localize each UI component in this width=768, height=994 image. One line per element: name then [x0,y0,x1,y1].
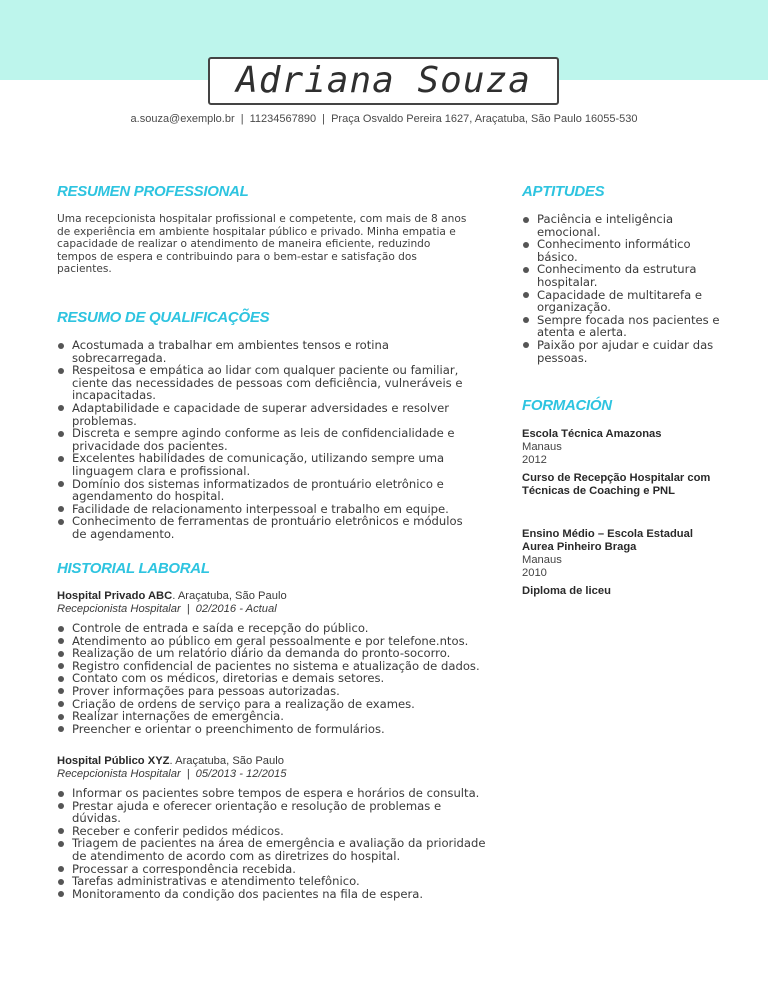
job-period: 05/2013 - 12/2015 [195,768,287,780]
skill-item: Conhecimento da estrutura hospitalar. [522,263,722,288]
education-entry [522,472,722,498]
qualification-item: Excelentes habilidades de comunicação, utilizando sempre uma linguagem clara e profissional. [57,452,477,477]
summary-text: Uma recepcionista hospitalar profissional e competente, com mais de 8 anos de experiência em ambiente hospitalar público e privado. Minha empatia e capacidade de realizar o atendimento de maneira eficiente, reduzindo tempos de espera e contribuindo para o bem-estar e satisfação dos pacientes. [57,213,467,276]
qualification-item: Conhecimento de ferramentas de prontuário eletrônicos e módulos de agendamento. [57,515,477,540]
job-employer: Hospital Privado ABC [57,590,173,602]
candidate-name: Adriana Souza [236,60,531,101]
qualifications-title: RESUMO DE QUALIFICAÇÕES [57,309,270,326]
skill-item: Sempre focada nos pacientes e atenta e alerta. [522,314,722,339]
job-duty: Registro confidencial de pacientes no sistema e atualização de dados. [57,660,487,673]
job-subheader [57,603,277,615]
contact-line [0,113,768,125]
qualification-item: Domínio dos sistemas informatizados de prontuário eletrônico e agendamento do hospital. [57,478,477,503]
job-duty: Receber e conferir pedidos médicos. [57,825,487,838]
skill-item: Conhecimento informático básico. [522,238,722,263]
education-city: Manaus [522,441,562,453]
contact-separator: | [240,113,244,125]
job-location: . Araçatuba, São Paulo [172,590,287,602]
qualifications-list [57,339,477,541]
summary-title: RESUMEN PROFESSIONAL [57,183,249,200]
education-year: 2012 [522,454,547,466]
job-header [57,755,284,767]
qualification-item: Discreta e sempre agindo conforme as leis de confidencialidade e privacidade dos pacientes. [57,427,477,452]
qualification-item: Respeitosa e empática ao lidar com qualquer paciente ou familiar, ciente das necessidades de pessoas com deficiência, vulneráveis e incapacitadas. [57,364,477,402]
job-duties-list [57,787,487,900]
job-duty: Preencher e orientar o preenchimento de formulários. [57,723,487,736]
education-year: 2010 [522,567,547,579]
job-duty: Realizar internações de emergência. [57,710,487,723]
education-entry [522,528,722,580]
job-subheader [57,768,286,780]
job-separator: | [186,768,190,780]
job-period: 02/2016 - Actual [195,603,277,615]
job-duty: Criação de ordens de serviço para a realização de exames. [57,698,487,711]
name-box [208,57,559,105]
contact-phone: 11234567890 [249,113,317,125]
education-institution: Diploma de liceu [522,585,611,597]
job-duty: Atendimento ao público em geral pessoalmente e por telefone.ntos. [57,635,487,648]
job-duty: Processar a correspondência recebida. [57,863,487,876]
skill-item: Capacidade de multitarefa e organização. [522,289,722,314]
job-duty: Prestar ajuda e oferecer orientação e resolução de problemas e dúvidas. [57,800,487,825]
education-institution: Ensino Médio – Escola Estadual Aurea Pinheiro Braga [522,528,693,553]
skills-title: APTITUDES [522,183,605,200]
education-entry [522,585,722,598]
job-duty: Triagem de pacientes na área de emergência e avaliação da prioridade de atendimento de acordo com as diretrizes do hospital. [57,837,487,862]
job-duty: Prover informações para pessoas autorizadas. [57,685,487,698]
job-separator: | [186,603,190,615]
contact-separator: | [322,113,326,125]
job-duty: Informar os pacientes sobre tempos de espera e horários de consulta. [57,787,487,800]
job-role: Recepcionista Hospitalar [57,603,181,615]
education-entry [522,428,722,467]
skill-item: Paciência e inteligência emocional. [522,213,722,238]
job-employer: Hospital Público XYZ [57,755,170,767]
contact-address: Praça Osvaldo Pereira 1627, Araçatuba, São Paulo 16055-530 [331,113,638,125]
job-duty: Controle de entrada e saída e recepção do público. [57,622,487,635]
skill-item: Paixão por ajudar e cuidar das pessoas. [522,339,722,364]
education-institution: Escola Técnica Amazonas [522,428,662,440]
job-header [57,590,287,602]
job-duty: Realização de um relatório diário da demanda do pronto-socorro. [57,647,487,660]
qualification-item: Acostumada a trabalhar em ambientes tensos e rotina sobrecarregada. [57,339,477,364]
job-duties-list [57,622,487,735]
qualification-item: Facilidade de relacionamento interpessoal e trabalho em equipe. [57,503,477,516]
qualification-item: Adaptabilidade e capacidade de superar adversidades e resolver problemas. [57,402,477,427]
skills-list [522,213,722,364]
job-role: Recepcionista Hospitalar [57,768,181,780]
job-location: . Araçatuba, São Paulo [169,755,284,767]
job-duty: Contato com os médicos, diretorias e demais setores. [57,672,487,685]
education-city: Manaus [522,554,562,566]
contact-email: a.souza@exemplo.br [130,113,235,125]
job-duty: Monitoramento da condição dos pacientes na fila de espera. [57,888,487,901]
work-history-title: HISTORIAL LABORAL [57,560,210,577]
education-title: FORMACIÓN [522,397,612,414]
education-institution: Curso de Recepção Hospitalar com Técnicas de Coaching e PNL [522,472,711,497]
job-duty: Tarefas administrativas e atendimento telefônico. [57,875,487,888]
